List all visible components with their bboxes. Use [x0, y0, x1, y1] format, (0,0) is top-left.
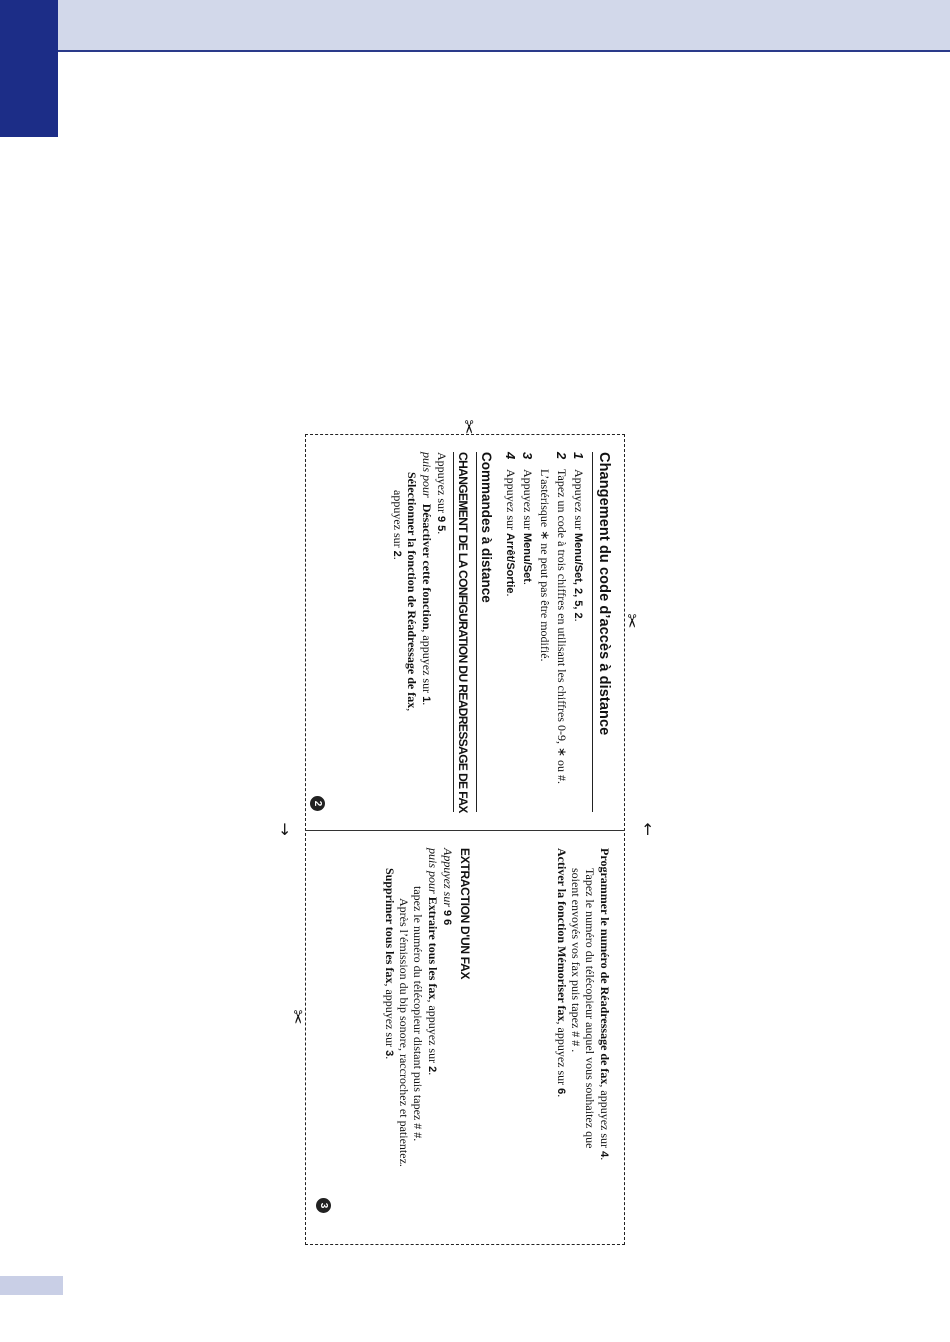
program-line: Programmer le numéro de Réadressage de fax, appuyez sur 4. [598, 848, 612, 1161]
page-badge: 3 [316, 1198, 334, 1213]
activate-line: Activer la fonction Mémoriser fax, appuyez sur 6. [555, 848, 569, 1098]
fold-line [305, 830, 625, 831]
chapter-tab [0, 0, 58, 137]
section-title: Commandes à distance [476, 452, 494, 812]
option-line: puis pour Extraire tous les fax, appuyez sur 2. [426, 848, 440, 1076]
option-line: appuyez sur 2. [391, 490, 405, 560]
step-text: Appuyez sur Arrêt/Sortie. [504, 469, 518, 597]
scissors-icon: ✂ [286, 1009, 308, 1025]
fold-arrow-left-icon: ↓ [278, 820, 292, 839]
step-number: 1 [571, 452, 586, 460]
scissors-icon: ✂ [457, 419, 479, 435]
program-detail: Tapez le numéro du télécopieur auquel vous souhaitez que [583, 868, 597, 1149]
panel-fax-extraction [302, 848, 612, 1208]
footer-tab [0, 1276, 63, 1295]
option-detail: tapez le numéro du télécopieur distant puis tapez # #. [411, 886, 425, 1142]
step-number: 2 [554, 452, 569, 460]
option-line: Supprimer tous les fax, appuyez sur 3. [383, 868, 397, 1060]
step-text: Appuyez sur Menu/Set, 2, 5, 2. [572, 469, 586, 622]
step [554, 452, 569, 812]
step-text: Tapez un code à trois chiffres en utilisant les chiffres 0-9, ∗ ou #. [555, 469, 569, 785]
step [519, 452, 535, 812]
scissors-icon: ✂ [620, 613, 642, 629]
step-number: 4 [503, 452, 518, 460]
option-line: Sélectionner la fonction de Réadressage de fax, [405, 472, 419, 712]
step-text: Appuyez sur Menu/Set. [521, 469, 535, 585]
fold-arrow-right-icon: ↑ [641, 820, 655, 839]
step [502, 452, 518, 812]
section-title: EXTRACTION D'UN FAX [458, 848, 472, 980]
subsection-title: CHANGEMENT DE LA CONFIGURATION DU READRESSAGE DE FAX [453, 452, 470, 812]
step-note: L’astérisque ∗ ne peut pas être modifié. [538, 469, 552, 662]
option-line: puis pour Désactiver cette fonction, appuyez sur 1. [420, 452, 434, 706]
press-instruction: Appuyez sur 9 5. [435, 452, 449, 535]
option-detail: Après l’émission du bip sonore, raccrochez et patientez. [397, 898, 411, 1167]
step [570, 452, 586, 812]
step-number: 3 [520, 452, 535, 460]
header-band [0, 0, 950, 52]
panel-remote-access [302, 452, 612, 812]
program-detail: soient envoyés vos fax puis tapez # # . [569, 868, 583, 1053]
panel-title: Changement du code d’accès à distance [592, 452, 612, 812]
page-badge: 2 [310, 796, 328, 811]
press-instruction: Appuyez sur 9 6 [441, 848, 455, 926]
